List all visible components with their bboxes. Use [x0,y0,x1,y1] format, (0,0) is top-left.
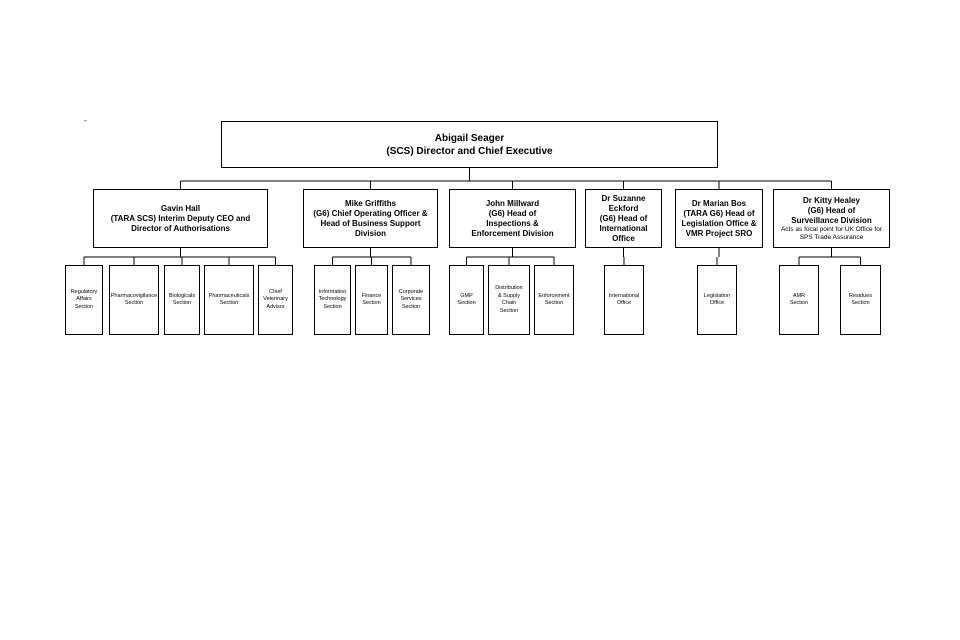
section-box [604,265,644,335]
section-label: GMP Section [457,292,476,306]
section-box-text [704,293,730,308]
section-box [355,265,388,335]
section-box [314,265,351,335]
section-box [65,265,103,335]
top-box-director-text [386,132,552,158]
division-head-box-2 [303,189,438,248]
division-head-name: Gavin Hall [160,203,201,213]
section-label: International Office [608,292,640,306]
section-label: Enforcement Section [538,292,570,306]
stray-tick-mark: - [84,116,87,125]
section-label: Regulatory Affairs Section [70,288,98,310]
section-label: Legislation Office [703,292,731,306]
top-box-director [221,121,718,168]
section-label: Distribution & Supply Chain Section [495,285,523,314]
section-box [488,265,530,335]
section-box-text [362,293,382,308]
division-head-role: (G6) Head of International Office [599,213,648,243]
section-label: Residues Section [849,292,872,306]
section-box [164,265,200,335]
division-head-box-5-text [681,199,756,239]
division-head-name: Mike Griffiths [344,198,397,208]
division-head-role: (G6) Head of Inspections & Enforcement Division [471,208,554,238]
division-head-name: John Millward [485,198,540,208]
division-head-box-1 [93,189,268,248]
section-label: Chief Veterinary Advisor [263,288,288,310]
division-head-role: (G6) Head of Surveillance Division [791,205,872,225]
section-box-text [790,293,808,308]
section-label: Information Technology Section [318,288,347,310]
section-box-text [457,293,475,308]
section-box [697,265,737,335]
section-box-text [538,293,569,308]
division-head-box-2-text [304,199,437,239]
section-label: Finance Section [361,292,382,306]
section-box [109,265,159,335]
section-box-text [319,289,347,312]
division-head-note: Acts as focal point for UK Office for SPS Trade Assurance [780,225,883,241]
section-box-text [263,289,288,312]
section-box-text [399,289,423,312]
section-box [840,265,881,335]
section-label: Pharmacovigilance Section [110,292,158,306]
division-head-role: (TARA G6) Head of Legislation Office & VMR Project SRO [681,208,757,238]
division-head-box-3-text [471,199,553,239]
section-label: Pharmaceuticals Section [208,292,250,306]
section-box [449,265,484,335]
division-head-box-6 [773,189,890,248]
division-head-box-5 [675,189,763,248]
section-label: Corporate Services Section [398,288,424,310]
division-head-name: Dr Suzanne Eckford [601,193,646,213]
division-head-box-6-text [781,196,882,242]
section-box-text [495,285,523,315]
section-box [204,265,254,335]
director-name: Abigail Seager [434,132,505,144]
section-box-text [609,293,639,308]
director-role: (SCS) Director and Chief Executive [386,145,553,157]
section-box-text [111,293,157,308]
division-head-box-4 [585,189,662,248]
section-box [392,265,430,335]
division-head-role: (TARA SCS) Interim Deputy CEO and Director of Authorisations [110,213,251,233]
section-box [258,265,293,335]
section-label: AMR Section [789,292,809,306]
section-box-text [169,293,195,308]
division-head-box-1-text [111,204,251,234]
section-box-text [209,293,250,308]
section-box [534,265,574,335]
division-head-role: (G6) Chief Operating Officer & Head of Business Support Division [313,208,428,238]
section-label: Biologicals Section [168,292,196,306]
division-head-box-3 [449,189,576,248]
division-head-name: Dr Kitty Healey [803,195,860,205]
section-box-text [849,293,872,308]
division-head-box-4-text [586,194,661,244]
section-box [779,265,819,335]
section-box-text [71,289,98,312]
division-head-name: Dr Marian Bos [691,198,747,208]
